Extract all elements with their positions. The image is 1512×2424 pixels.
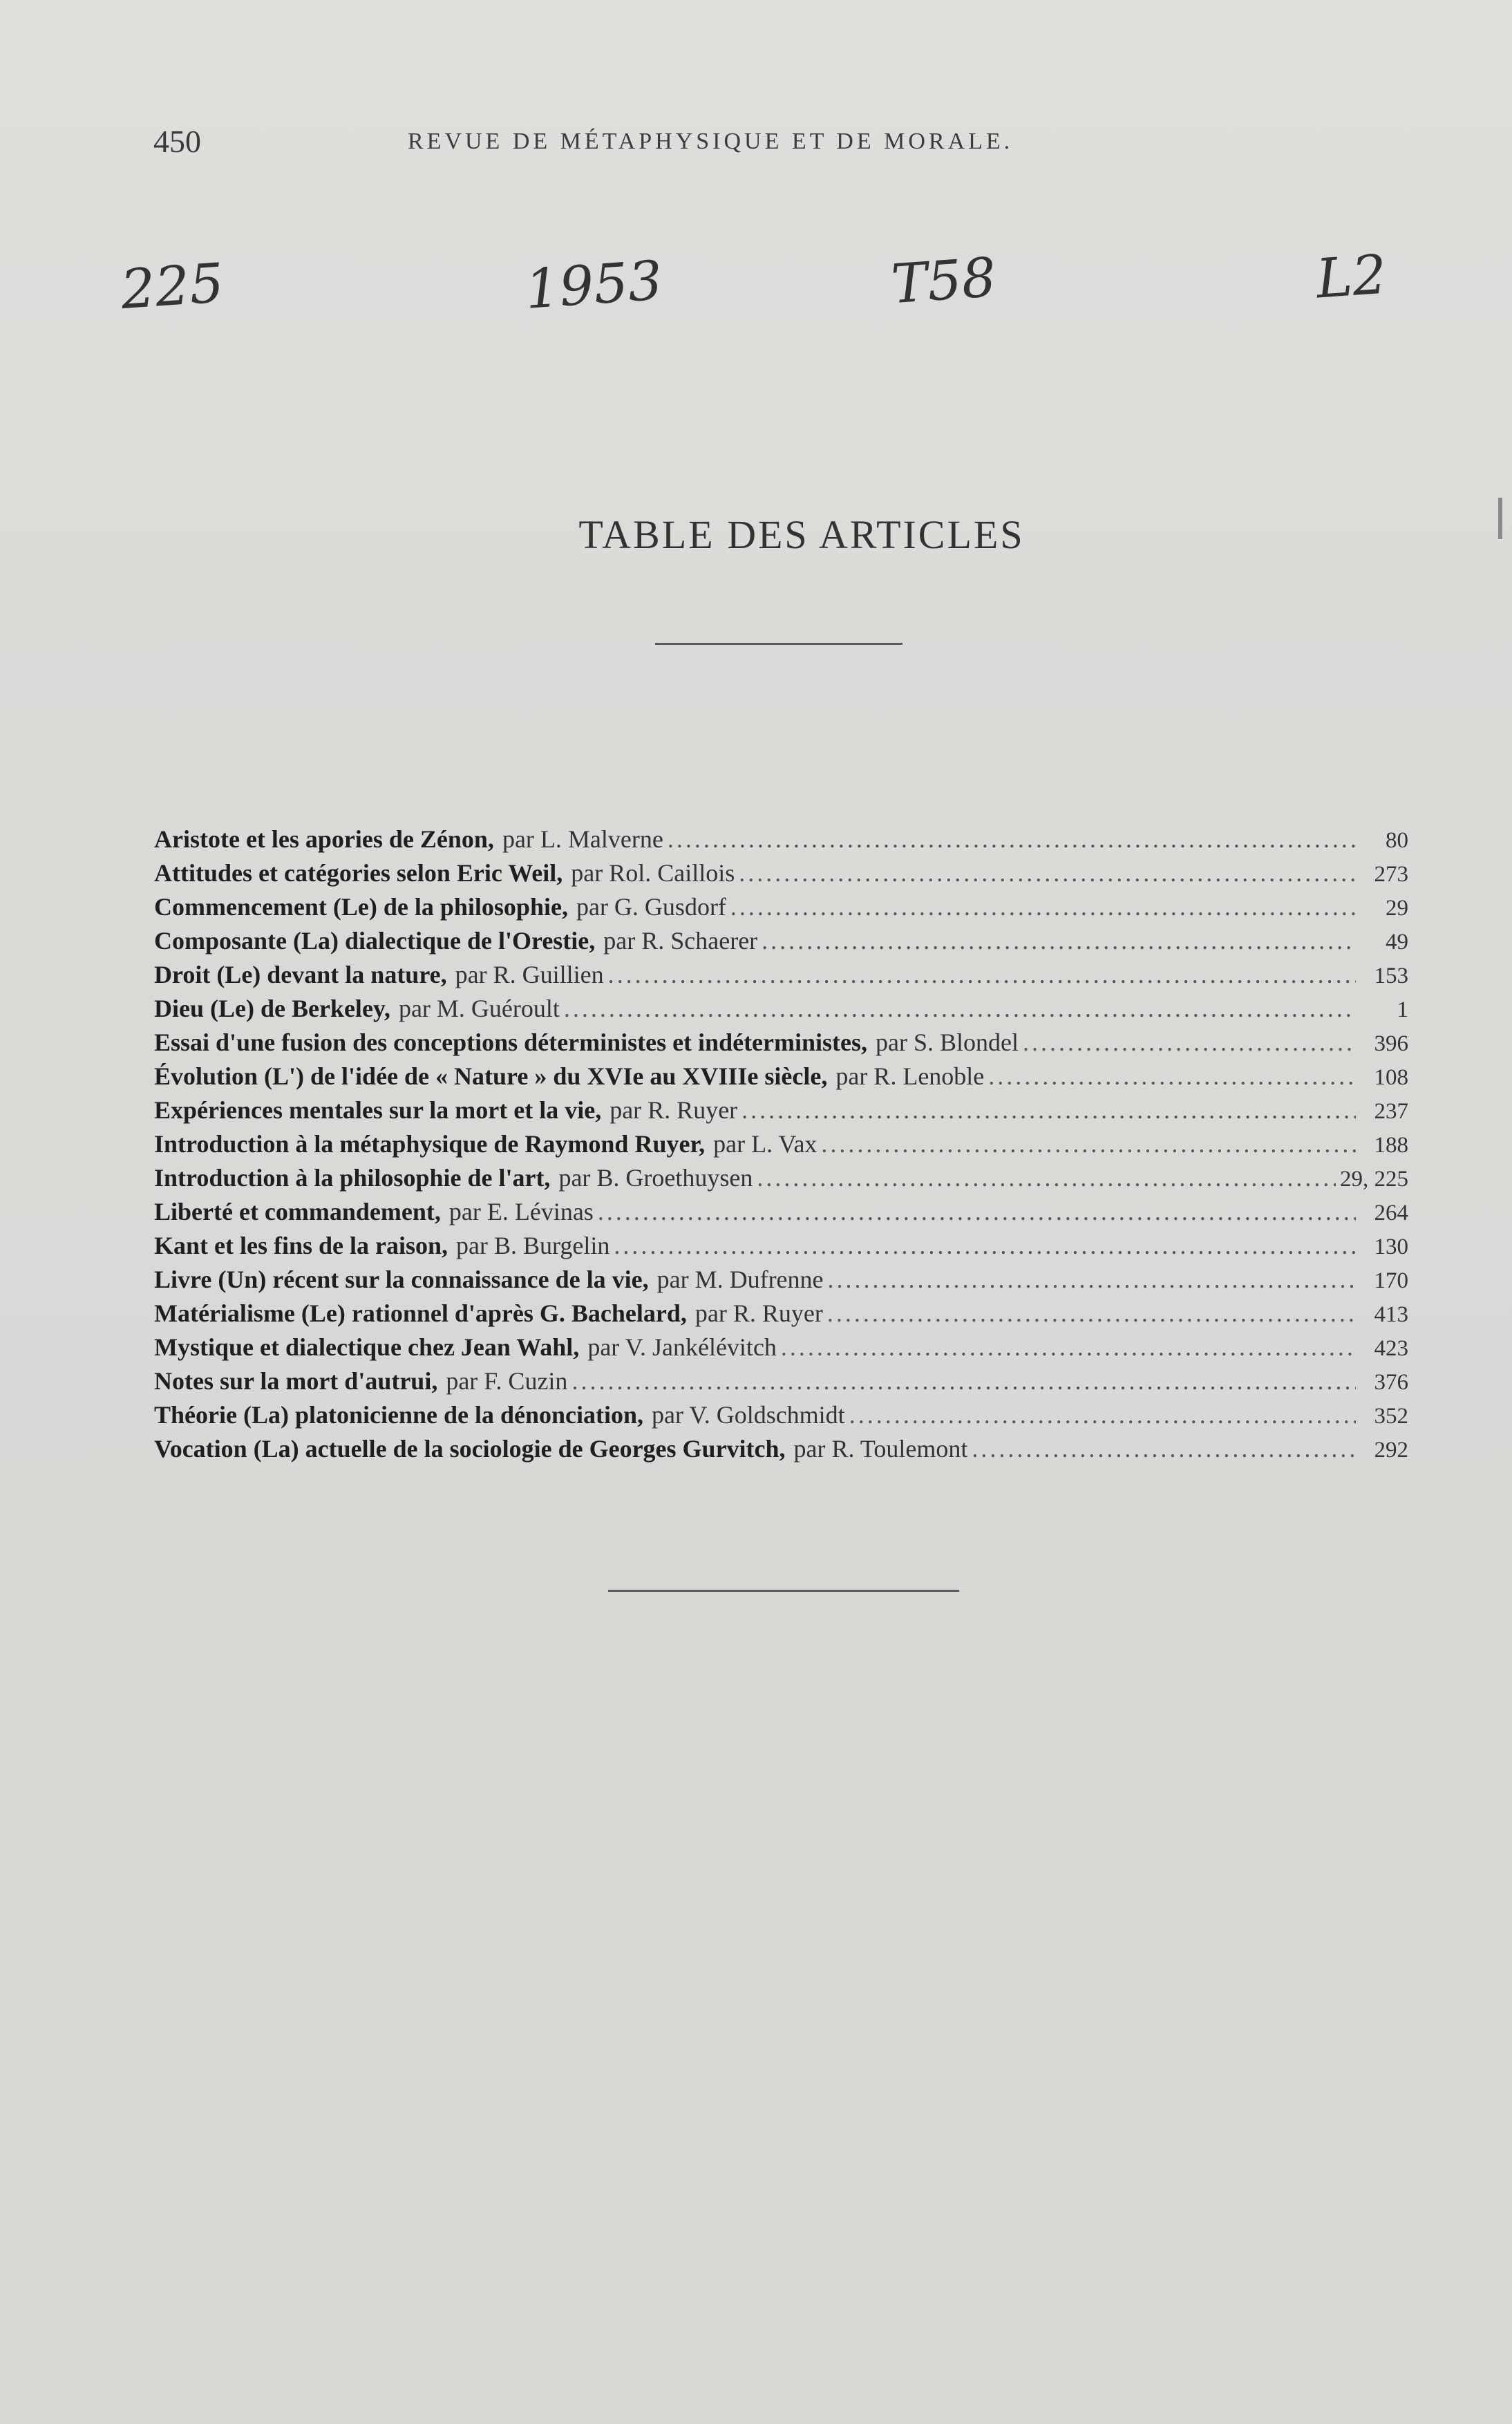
entry-page-number: 29, 225 — [1340, 1167, 1408, 1192]
entry-title: Kant et les fins de la raison, — [154, 1232, 448, 1259]
entry-title: Aristote et les apories de Zénon, — [154, 825, 494, 853]
dot-leader — [828, 1263, 1356, 1297]
entry-title: Évolution (L') de l'idée de « Nature » du XVIe au XVIIIe siècle, — [154, 1062, 828, 1090]
dot-leader — [614, 1229, 1356, 1263]
page-title: TABLE DES ARTICLES — [578, 512, 1025, 557]
dot-leader — [827, 1297, 1356, 1331]
entry-page-number: 292 — [1374, 1438, 1408, 1463]
dot-leader — [564, 992, 1356, 1026]
toc-entry — [154, 856, 1408, 890]
dot-leader — [988, 1060, 1356, 1093]
entry-title: Notes sur la mort d'autrui, — [154, 1367, 438, 1395]
entry-page-number: 352 — [1374, 1404, 1408, 1429]
entry-author: par Rol. Caillois — [571, 859, 735, 887]
entry-author: par V. Goldschmidt — [652, 1401, 845, 1429]
toc-entry — [154, 1026, 1408, 1060]
entry-title: Liberté et commandement, — [154, 1198, 441, 1225]
toc-entry — [154, 992, 1408, 1026]
entry-author: par V. Jankélévitch — [587, 1333, 777, 1361]
dot-leader — [849, 1398, 1356, 1432]
entry-author: par R. Ruyer — [609, 1096, 738, 1124]
entry-page-number: 1 — [1397, 997, 1408, 1022]
dot-leader — [741, 1093, 1356, 1127]
table-of-articles — [154, 823, 1408, 1466]
dot-leader — [739, 856, 1356, 890]
entry-page-number: 80 — [1386, 828, 1408, 853]
divider-rule — [608, 1590, 959, 1592]
entry-title: Commencement (Le) de la philosophie, — [154, 893, 568, 921]
entry-page-number: 264 — [1374, 1201, 1408, 1225]
toc-entry — [154, 890, 1408, 924]
toc-entry — [154, 958, 1408, 992]
entry-author: par R. Schaerer — [603, 927, 758, 955]
toc-entry — [154, 924, 1408, 958]
entry-author: par L. Vax — [713, 1130, 818, 1158]
entry-page-number: 376 — [1374, 1370, 1408, 1395]
entry-title: Attitudes et catégories selon Eric Weil, — [154, 859, 563, 887]
entry-author: par B. Groethuysen — [558, 1164, 753, 1192]
entry-title: Matérialisme (Le) rationnel d'après G. Bachelard, — [154, 1299, 687, 1327]
entry-author: par R. Lenoble — [835, 1062, 985, 1090]
entry-page-number: 396 — [1374, 1031, 1408, 1056]
entry-title: Mystique et dialectique chez Jean Wahl, — [154, 1333, 580, 1361]
toc-entry — [154, 1432, 1408, 1466]
entry-title: Introduction à la métaphysique de Raymond Ruyer, — [154, 1130, 706, 1158]
entry-title: Expériences mentales sur la mort et la vie, — [154, 1096, 602, 1124]
entry-page-number: 237 — [1374, 1099, 1408, 1124]
entry-page-number: 423 — [1374, 1336, 1408, 1361]
entry-author: par G. Gusdorf — [576, 893, 726, 921]
toc-entry — [154, 1398, 1408, 1432]
entry-author: par S. Blondel — [876, 1028, 1019, 1056]
dot-leader — [757, 1161, 1336, 1195]
dot-leader — [730, 890, 1356, 924]
toc-entry — [154, 1263, 1408, 1297]
dot-leader — [598, 1195, 1356, 1229]
dot-leader — [1023, 1026, 1356, 1060]
entry-title: Vocation (La) actuelle de la sociologie de Georges Gurvitch, — [154, 1435, 786, 1463]
entry-author: par L. Malverne — [502, 825, 663, 853]
entry-page-number: 29 — [1386, 896, 1408, 921]
entry-page-number: 153 — [1374, 964, 1408, 988]
entry-title: Théorie (La) platonicienne de la dénonciation, — [154, 1401, 644, 1429]
entry-page-number: 130 — [1374, 1234, 1408, 1259]
toc-entry — [154, 1060, 1408, 1093]
dot-leader — [668, 823, 1356, 856]
entry-page-number: 188 — [1374, 1133, 1408, 1158]
toc-entry — [154, 823, 1408, 856]
entry-author: par E. Lévinas — [448, 1198, 594, 1225]
dot-leader — [781, 1331, 1356, 1364]
entry-page-number: 413 — [1374, 1302, 1408, 1327]
handwritten-note: L2 — [1314, 243, 1389, 311]
dot-leader — [571, 1364, 1356, 1398]
dot-leader — [762, 924, 1356, 958]
entry-page-number: 273 — [1374, 862, 1408, 887]
entry-author: par M. Guéroult — [398, 995, 560, 1022]
entry-page-number: 108 — [1374, 1065, 1408, 1090]
divider-rule — [655, 643, 903, 645]
entry-author: par F. Cuzin — [446, 1367, 568, 1395]
entry-title: Droit (Le) devant la nature, — [154, 961, 447, 988]
entry-title: Livre (Un) récent sur la connaissance de la vie, — [154, 1266, 649, 1293]
entry-page-number: 49 — [1386, 930, 1408, 955]
dot-leader — [821, 1127, 1356, 1161]
toc-entry — [154, 1093, 1408, 1127]
entry-author: par M. Dufrenne — [656, 1266, 824, 1293]
toc-entry — [154, 1161, 1408, 1195]
entry-author: par B. Burgelin — [456, 1232, 610, 1259]
entry-title: Essai d'une fusion des conceptions déterministes et indéterministes, — [154, 1028, 868, 1056]
running-head: REVUE DE MÉTAPHYSIQUE ET DE MORALE. — [408, 129, 1014, 154]
entry-title: Introduction à la philosophie de l'art, — [154, 1164, 551, 1192]
toc-entry — [154, 1297, 1408, 1331]
entry-title: Dieu (Le) de Berkeley, — [154, 995, 390, 1022]
handwritten-note: T58 — [889, 246, 999, 317]
entry-author: par R. Toulemont — [793, 1435, 968, 1463]
toc-entry — [154, 1195, 1408, 1229]
toc-entry — [154, 1127, 1408, 1161]
toc-entry — [154, 1331, 1408, 1364]
toc-entry — [154, 1229, 1408, 1263]
handwritten-note: 225 — [119, 252, 226, 322]
page-number: 450 — [153, 124, 201, 159]
dot-leader — [608, 958, 1356, 992]
entry-page-number: 170 — [1374, 1268, 1408, 1293]
toc-entry — [154, 1364, 1408, 1398]
handwritten-note: 1953 — [523, 250, 665, 321]
entry-title: Composante (La) dialectique de l'Orestie, — [154, 927, 596, 955]
entry-author: par R. Guillien — [455, 961, 604, 988]
dot-leader — [972, 1432, 1356, 1466]
entry-author: par R. Ruyer — [694, 1299, 823, 1327]
